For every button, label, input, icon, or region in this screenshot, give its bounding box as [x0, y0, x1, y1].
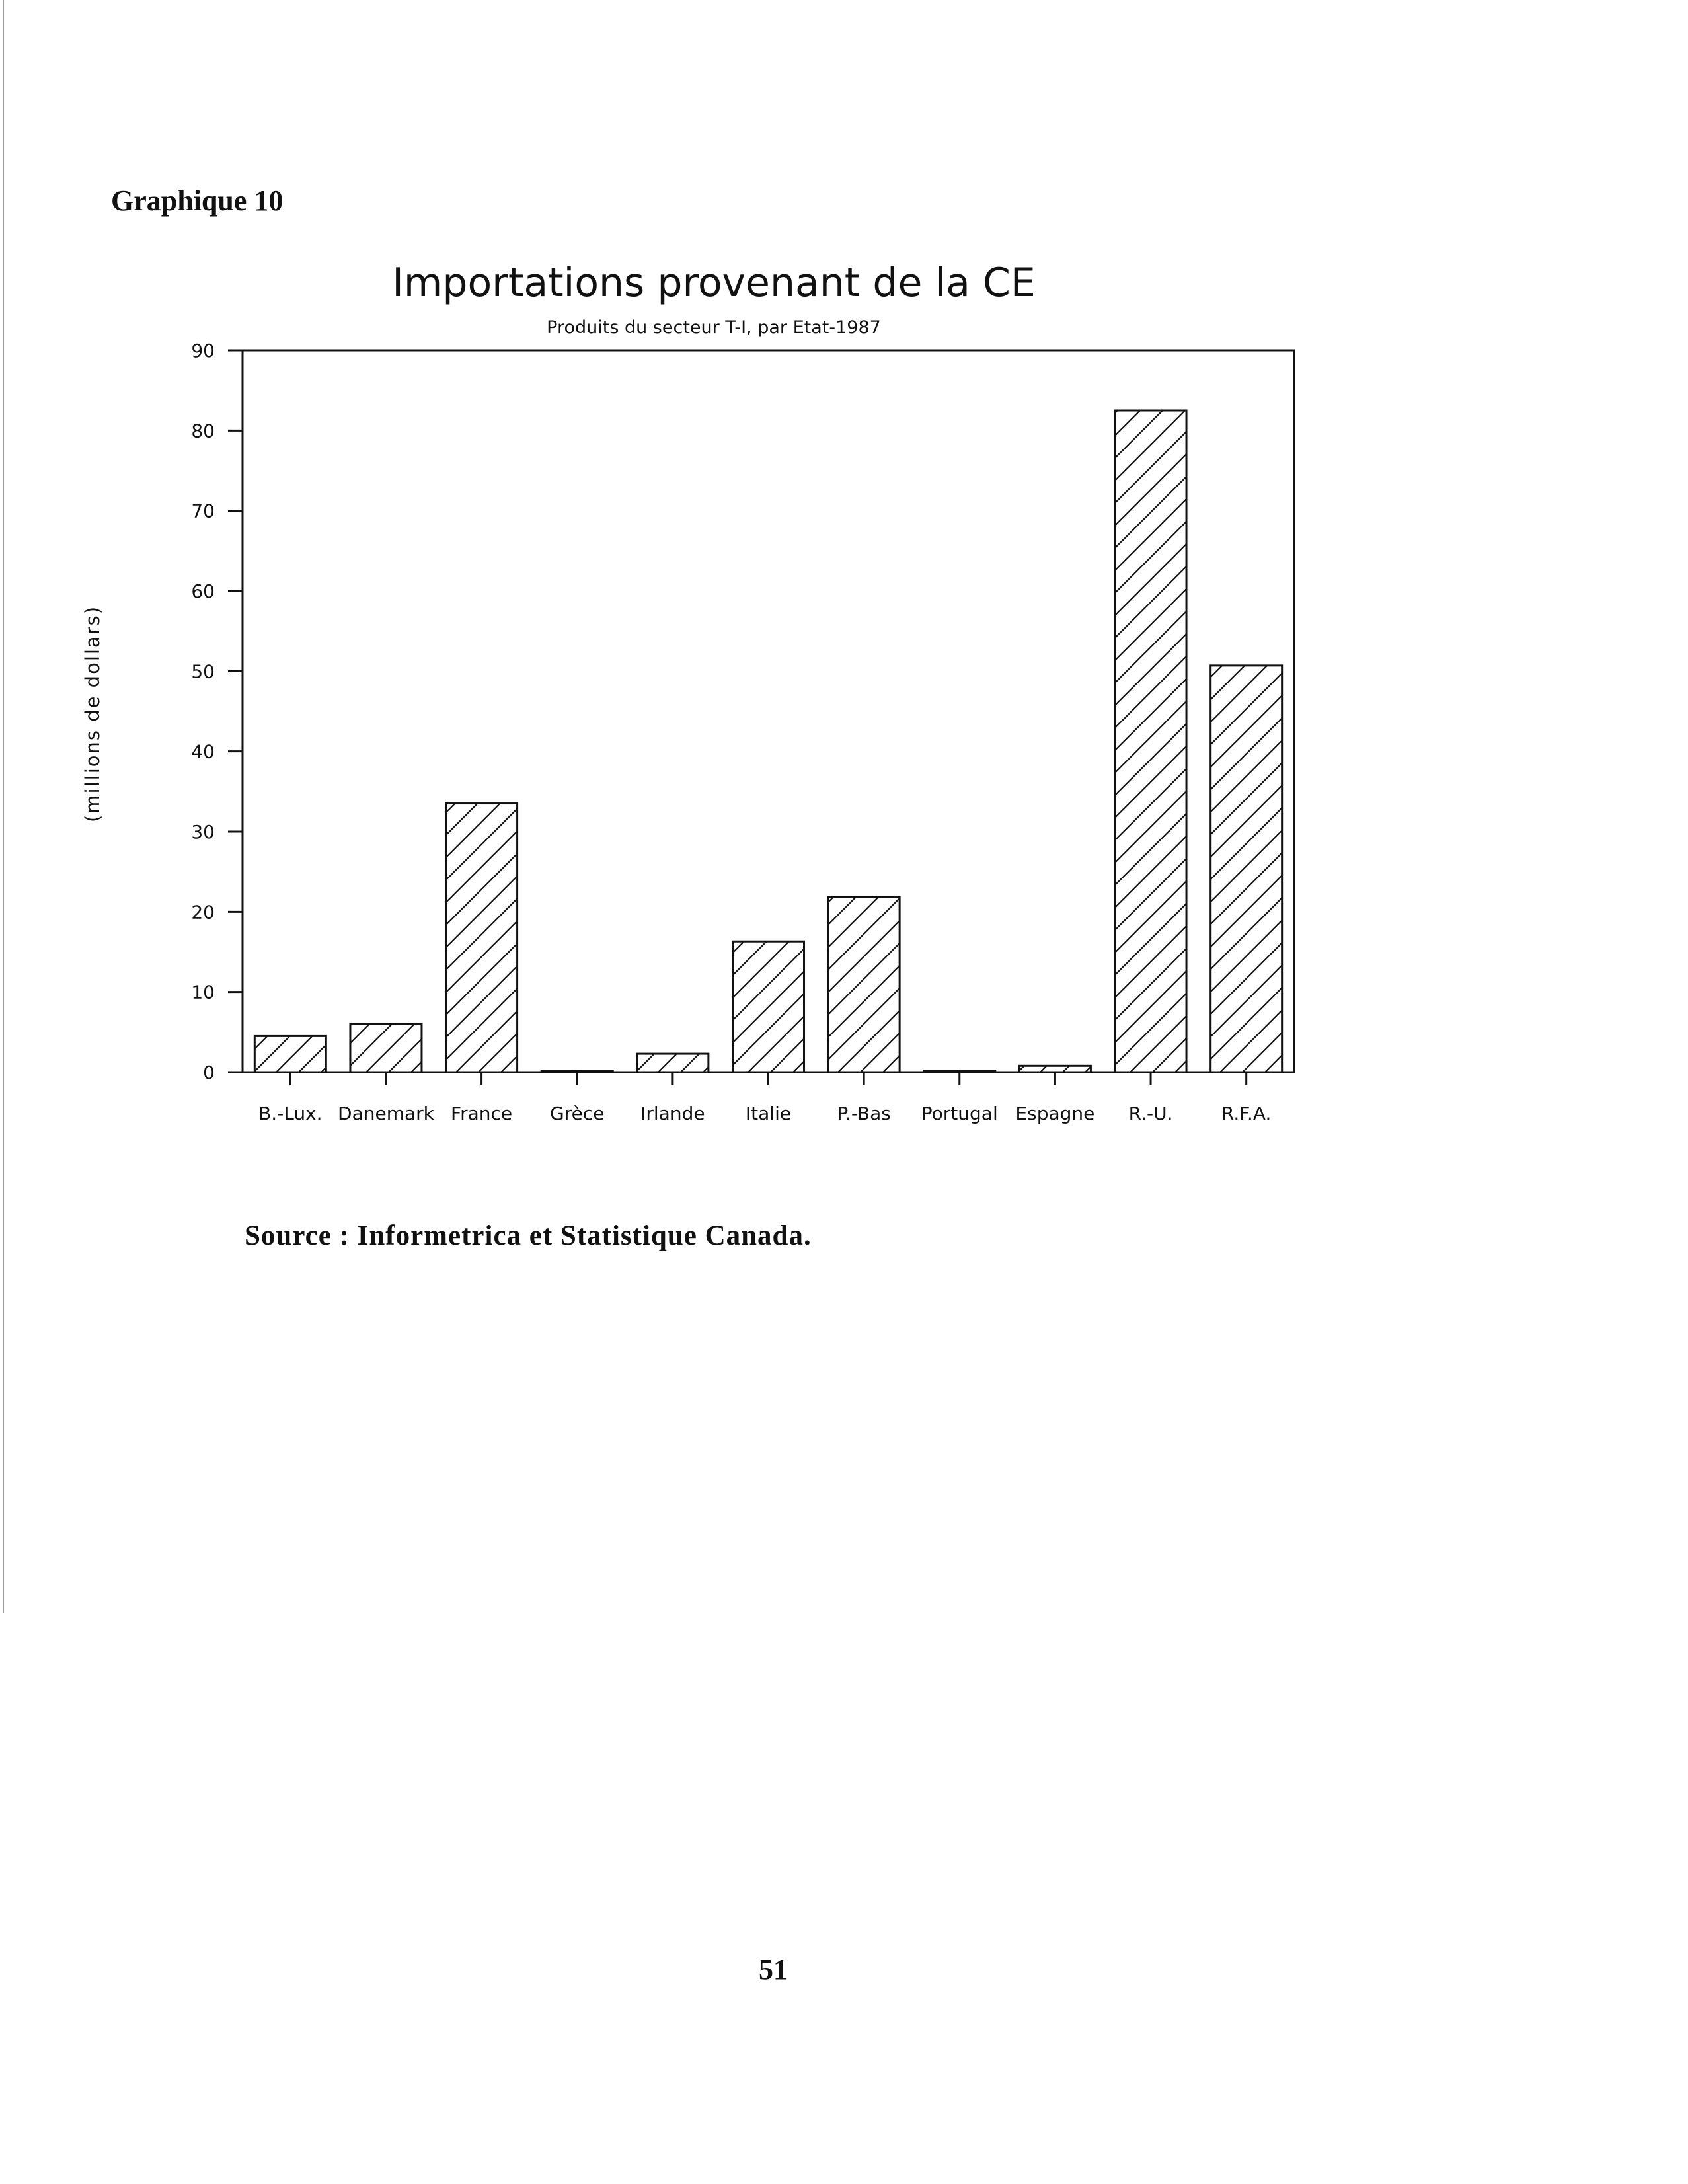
y-tick-label: 60 [191, 580, 215, 602]
y-axis [191, 340, 243, 1083]
bar [350, 1024, 422, 1072]
y-tick-label: 70 [191, 500, 215, 522]
x-tick-label: Irlande [640, 1103, 705, 1124]
chart-title: Importations provenant de la CE [392, 260, 1036, 306]
x-tick-label: B.-Lux. [258, 1103, 323, 1124]
source-note: Source : Informetrica et Statistique Canada. [245, 1220, 812, 1251]
chart-subtitle: Produits du secteur T-I, par Etat-1987 [547, 317, 881, 338]
x-tick-label: Grèce [550, 1103, 605, 1124]
y-tick-label: 90 [191, 340, 215, 362]
x-tick-label: Portugal [921, 1103, 998, 1124]
x-tick-label: R.-U. [1128, 1103, 1173, 1124]
x-tick-label: P.-Bas [837, 1103, 891, 1124]
y-tick-label: 10 [191, 981, 215, 1003]
y-axis-label: (millions de dollars) [81, 605, 104, 823]
bar [1115, 410, 1186, 1072]
bar [1211, 666, 1282, 1072]
y-tick-label: 30 [191, 821, 215, 843]
y-tick-label: 40 [191, 740, 215, 763]
y-tick-label: 50 [191, 660, 215, 683]
page-number: 51 [759, 1953, 788, 1986]
x-axis [258, 1072, 1271, 1124]
x-tick-label: Danemark [338, 1103, 434, 1124]
bar [637, 1054, 709, 1072]
bar [446, 804, 518, 1072]
bar [254, 1036, 326, 1072]
bar [828, 897, 900, 1072]
bar [541, 1071, 613, 1072]
y-tick-label: 0 [203, 1062, 215, 1083]
x-tick-label: Espagne [1015, 1103, 1095, 1124]
x-tick-label: France [451, 1103, 513, 1124]
bar-series [254, 410, 1282, 1072]
y-tick-label: 20 [191, 901, 215, 923]
x-tick-label: R.F.A. [1221, 1103, 1272, 1124]
y-tick-label: 80 [191, 420, 215, 442]
bar [1019, 1066, 1091, 1072]
figure-label: Graphique 10 [111, 184, 284, 217]
bar [924, 1071, 995, 1072]
bar [733, 941, 804, 1072]
x-tick-label: Italie [745, 1103, 792, 1124]
